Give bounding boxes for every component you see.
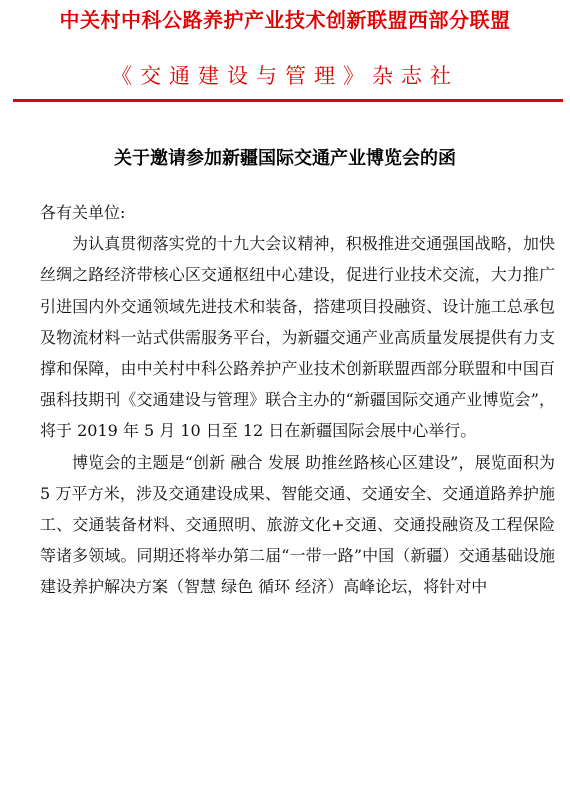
letterhead-publisher: 《交通建设与管理》杂志社 [111,64,459,88]
body-paragraph-1: 为认真贯彻落实党的十九大会议精神，积极推进交通强国战略，加快丝绸之路经济带核心区交通枢纽中心建设，促进行业技术交流，大力推广引进国内外交通领域先进技术和装备，搭建项目投融资、设计施工总承包及物流材料一站式供需服务平台，为新疆交通产业高质量发展提供有力支撑和保障，由中关村中科公路养护产业技术创新联盟西部分联盟和中国百强科技期刊《交通建设与管理》联合主办的“新疆国际交通产业博览会”，将于 2019 年 5 月 10 日至 12 日在新疆国际会展中心举行。 [40,234,555,441]
letterhead-divider [13,99,563,102]
salutation: 各有关单位: [40,203,126,222]
document-title: 关于邀请参加新疆国际交通产业博览会的函 [114,148,456,169]
document-body [40,197,555,603]
letterhead-organization: 中关村中科公路养护产业技术创新联盟西部分联盟 [59,8,511,32]
body-paragraph-2: 博览会的主题是“创新 融合 发展 助推丝路核心区建设”，展览面积为 5 万平方米，涉及交通建设成果、智能交通、交通安全、交通道路养护施工、交通装备材料、交通照明、旅游文化+交通、交通投融资及工程保险等诸多领域。同期还将举办第二届“一带一路”中国（新疆）交通基础设施建设养护解决方案（智慧 绿色 循环 经济）高峰论坛，将针对中 [40,452,555,597]
